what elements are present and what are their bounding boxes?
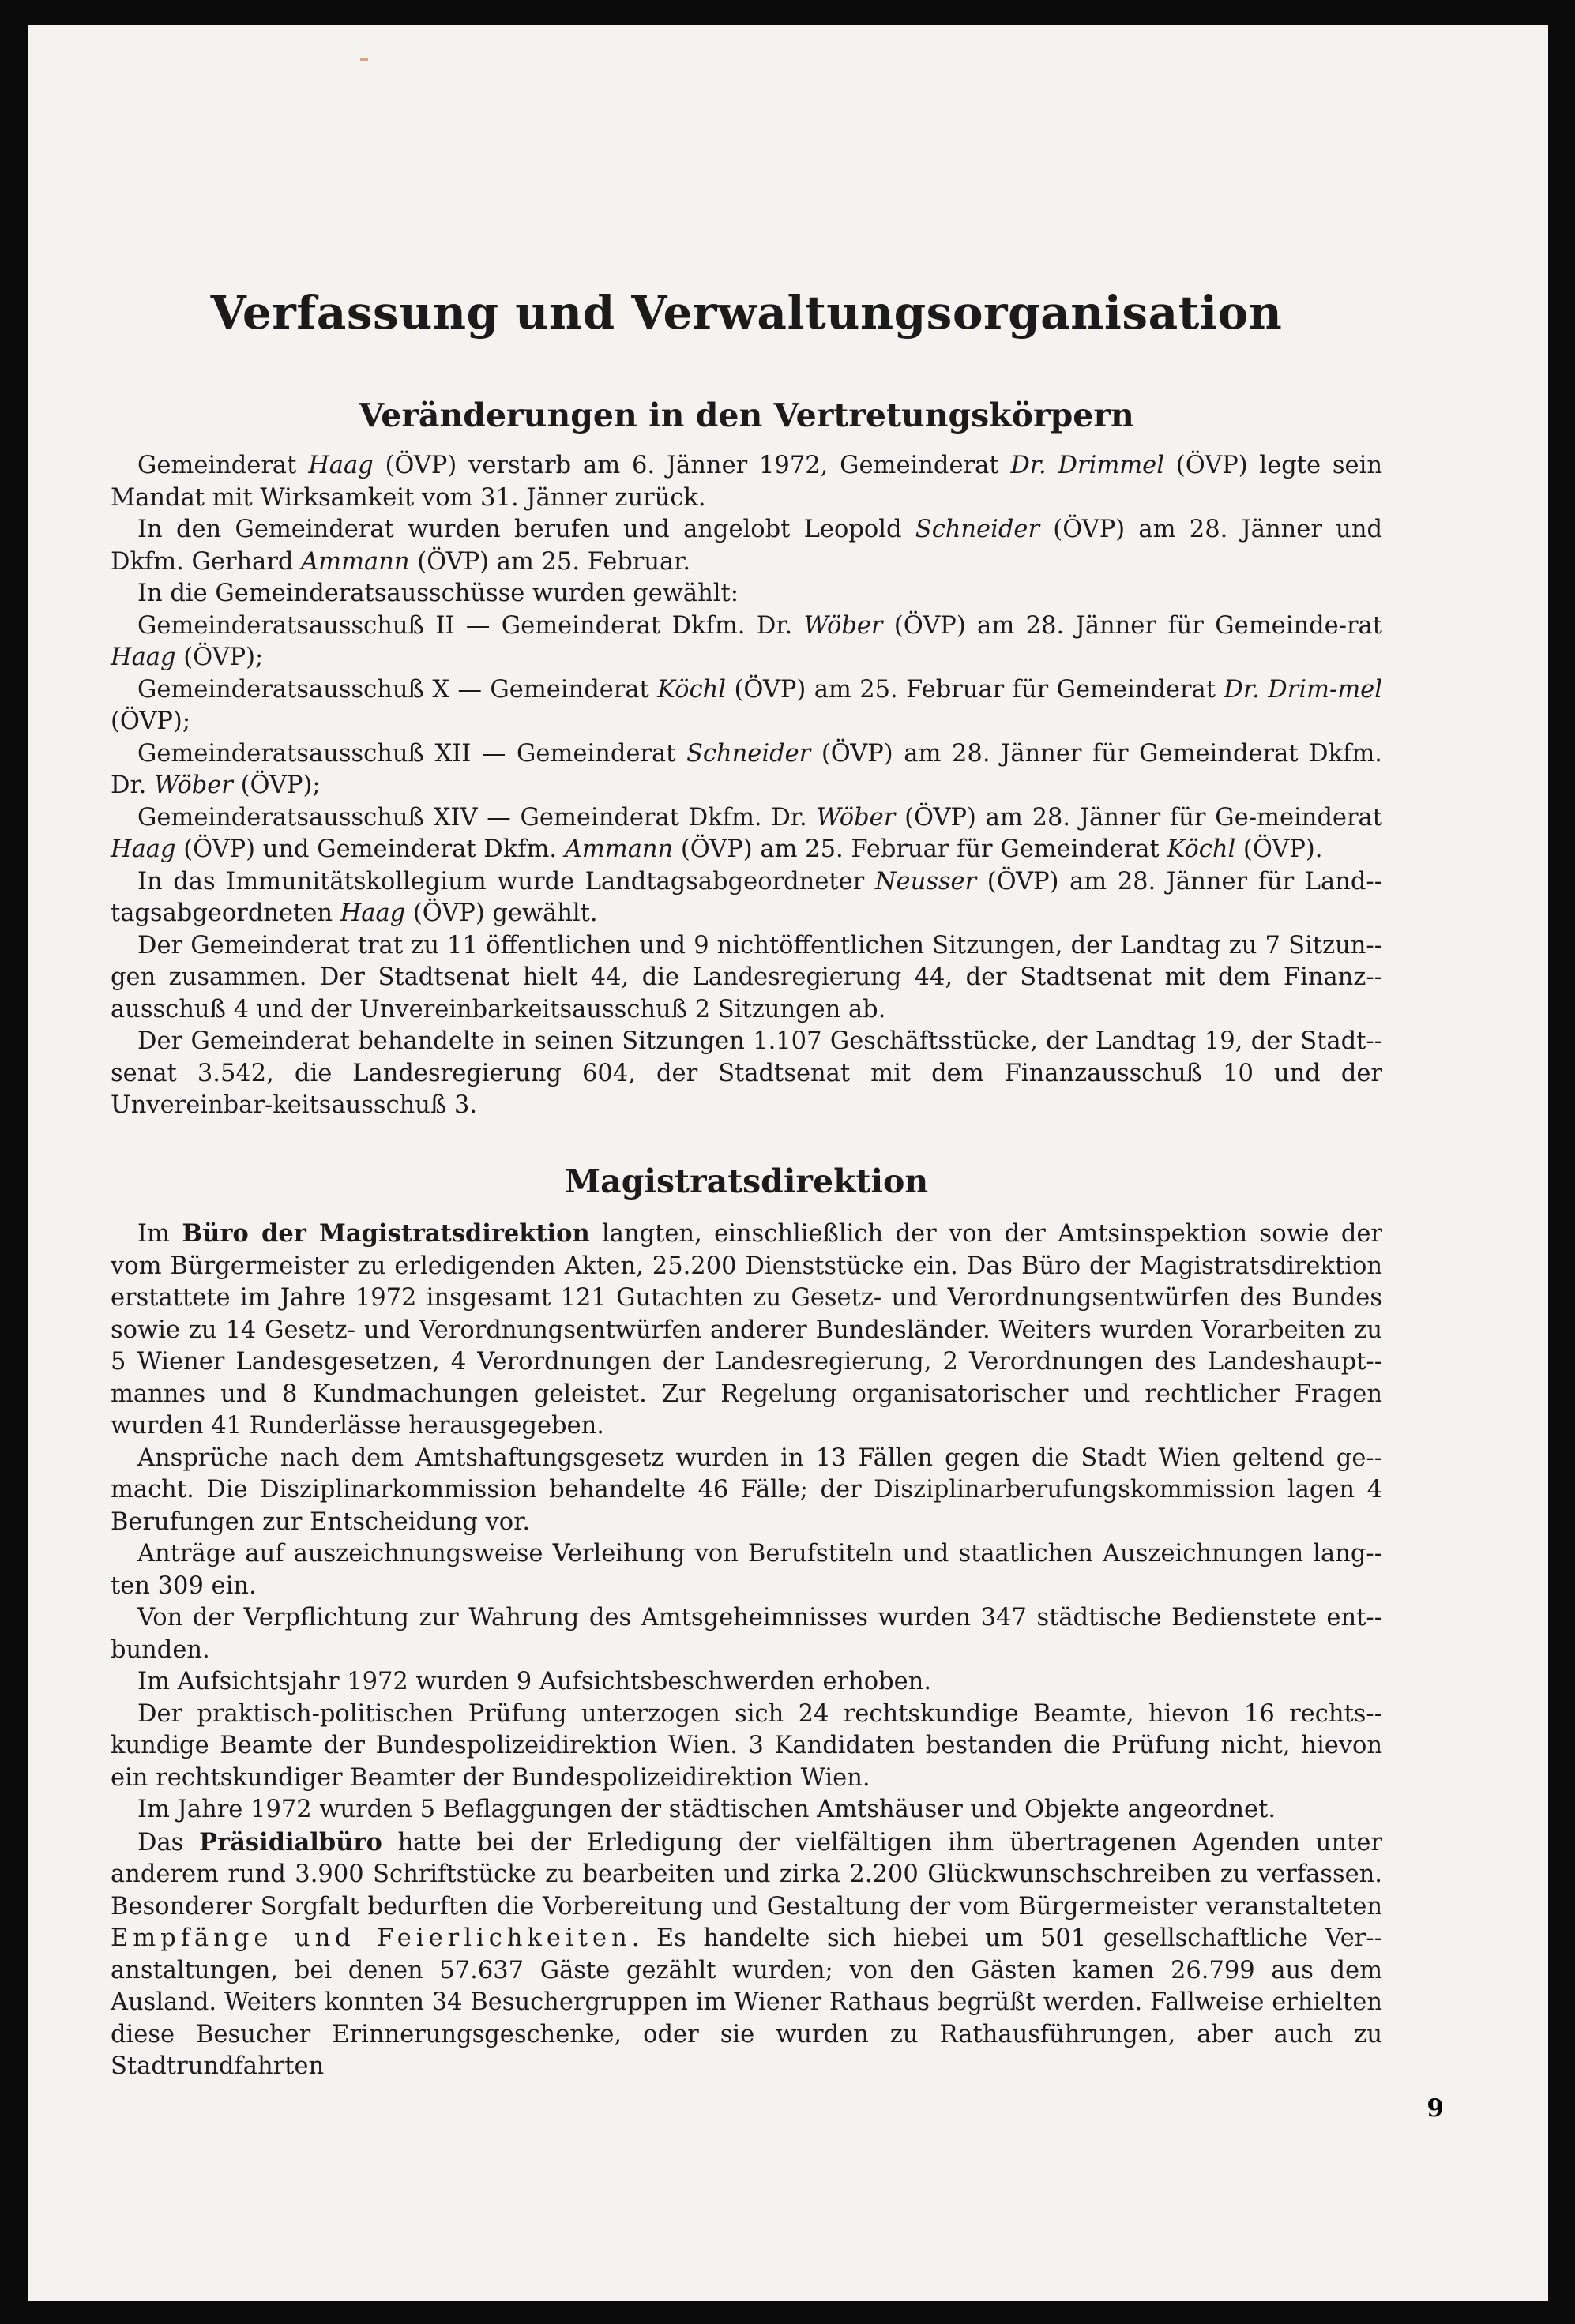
page-number: 9 bbox=[1427, 2094, 1444, 2123]
paragraph: Im Aufsichtsjahr 1972 wurden 9 Aufsichtsbeschwerden erhoben. bbox=[137, 1668, 932, 1695]
paragraph: In die Gemeinderatsausschüsse wurden gewählt: bbox=[137, 580, 739, 607]
paragraph: Gemeinderatsausschuß II — Gemeinderat Dkfm. Dr. Wöber (ÖVP) am 28. Jänner für Gemeinde-rat Haag (ÖVP); bbox=[111, 611, 1382, 671]
paragraph: Im Büro der Magistratsdirektion langten, einschließlich der von der Amtsinspektion sowie der vom Bürgermeister zu erledigenden Akten, 25.200 Dienststücke ein. Das Büro der Magistratsdirektion erstattete im Jahre 1972 insgesamt 121 Gutachten zu Gesetz- und Verordnungsentwürfen des Bundes sowie zu 14 Gesetz- und Verordnungsentwürfen anderer Bundesländer. Weiters wurden Vorarbeiten zu 5 Wiener Landesgesetzen, 4 Verordnungen der Landesregierung, 2 Verordnungen des Landeshaupt-mannes und 8 Kundmachungen geleistet. Zur Regelung organisatorischer und rechtlicher Fragen wurden 41 Runderlässe herausgegeben. bbox=[111, 1219, 1383, 1440]
paragraph: Von der Verpflichtung zur Wahrung des Amtsgeheimnisses wurden 347 städtische Bedienstete ent-bunden. bbox=[111, 1604, 1382, 1664]
section-heading-magistratsdirektion: Magistratsdirektion bbox=[564, 1162, 929, 1200]
paragraph: Gemeinderat Haag (ÖVP) verstarb am 6. Jänner 1972, Gemeinderat Dr. Drimmel (ÖVP) legte sein Mandat mit Wirksamkeit vom 31. Jänner zurück. bbox=[111, 452, 1382, 512]
paragraph: In den Gemeinderat wurden berufen und angelobt Leopold Schneider (ÖVP) am 28. Jänner und Dkfm. Gerhard Ammann (ÖVP) am 25. Februar. bbox=[111, 516, 1382, 576]
paragraph: Gemeinderatsausschuß XII — Gemeinderat Schneider (ÖVP) am 28. Jänner für Gemeinderat Dkfm. Dr. Wöber (ÖVP); bbox=[111, 739, 1382, 799]
paper-speck bbox=[360, 58, 368, 61]
paragraph: Das Präsidialbüro hatte bei der Erledigung der vielfältigen ihm übertragenen Agenden unter anderem rund 3.900 Schriftstücke zu bearbeiten und zirka 2.200 Glückwunschschreiben zu verfassen. Besonderer Sorgfalt bedurften die Vorbereitung und Gestaltung der vom Bürgermeister veranstalteten Empfänge und Feierlichkeiten. Es handelte sich hiebei um 501 gesellschaftliche Ver-anstaltungen, bei denen 57.637 Gäste gezählt wurden; von den Gästen kamen 26.799 aus dem Ausland. Weiters konnten 34 Besuchergruppen im Wiener Rathaus begrüßt werden. Fallweise erhielten diese Besucher Erinnerungsgeschenke, oder sie wurden zu Rathausführungen, aber auch zu Stadtrundfahrten bbox=[111, 1827, 1383, 2080]
section-body-vertretungskoerper bbox=[111, 450, 1382, 1122]
paragraph: Der Gemeinderat behandelte in seinen Sitzungen 1.107 Geschäftsstücke, der Landtag 19, der Stadt-senat 3.542, die Landesregierung 604, der Stadtsenat mit dem Finanzausschuß 10 und der Unvereinbar-keitsausschuß 3. bbox=[111, 1027, 1382, 1119]
paragraph: Im Jahre 1972 wurden 5 Beflaggungen der städtischen Amtshäuser und Objekte angeordnet. bbox=[137, 1796, 1276, 1823]
paragraph: Ansprüche nach dem Amtshaftungsgesetz wurden in 13 Fällen gegen die Stadt Wien geltend ge-macht. Die Disziplinarkommission behandelte 46 Fälle; der Disziplinarberufungskommission lagen 4 Berufungen zur Entscheidung vor. bbox=[111, 1444, 1382, 1536]
paragraph: Gemeinderatsausschuß XIV — Gemeinderat Dkfm. Dr. Wöber (ÖVP) am 28. Jänner für Ge-meinderat Haag (ÖVP) und Gemeinderat Dkfm. Ammann (ÖVP) am 25. Februar für Gemeinderat Köchl (ÖVP). bbox=[111, 803, 1382, 863]
paragraph: Der Gemeinderat trat zu 11 öffentlichen und 9 nichtöffentlichen Sitzungen, der Landtag zu 7 Sitzun-gen zusammen. Der Stadtsenat hielt 44, die Landesregierung 44, der Stadtsenat mit dem Finanz-ausschuß 4 und der Unvereinbarkeitsausschuß 2 Sitzungen ab. bbox=[111, 931, 1382, 1023]
section-heading-vertretungskoerper: Veränderungen in den Vertretungskörpern bbox=[359, 396, 1134, 434]
paragraph: Der praktisch-politischen Prüfung unterzogen sich 24 rechtskundige Beamte, hievon 16 rechts-kundige Beamte der Bundespolizeidirektion Wien. 3 Kandidaten bestanden die Prüfung nicht, hievon ein rechtskundiger Beamter der Bundespolizeidirektion Wien. bbox=[111, 1699, 1382, 1792]
paragraph: Anträge auf auszeichnungsweise Verleihung von Berufstiteln und staatlichen Auszeichnungen lang-ten 309 ein. bbox=[111, 1540, 1382, 1600]
section-body-magistratsdirektion bbox=[111, 1218, 1382, 2083]
paragraph: Gemeinderatsausschuß X — Gemeinderat Köchl (ÖVP) am 25. Februar für Gemeinderat Dr. Drim-mel (ÖVP); bbox=[111, 675, 1382, 735]
page-sheet bbox=[28, 25, 1548, 2301]
page-title: Verfassung und Verwaltungsorganisation bbox=[210, 286, 1283, 340]
paragraph: In das Immunitätskollegium wurde Landtagsabgeordneter Neusser (ÖVP) am 28. Jänner für Land-tagsabgeordneten Haag (ÖVP) gewählt. bbox=[111, 867, 1382, 927]
